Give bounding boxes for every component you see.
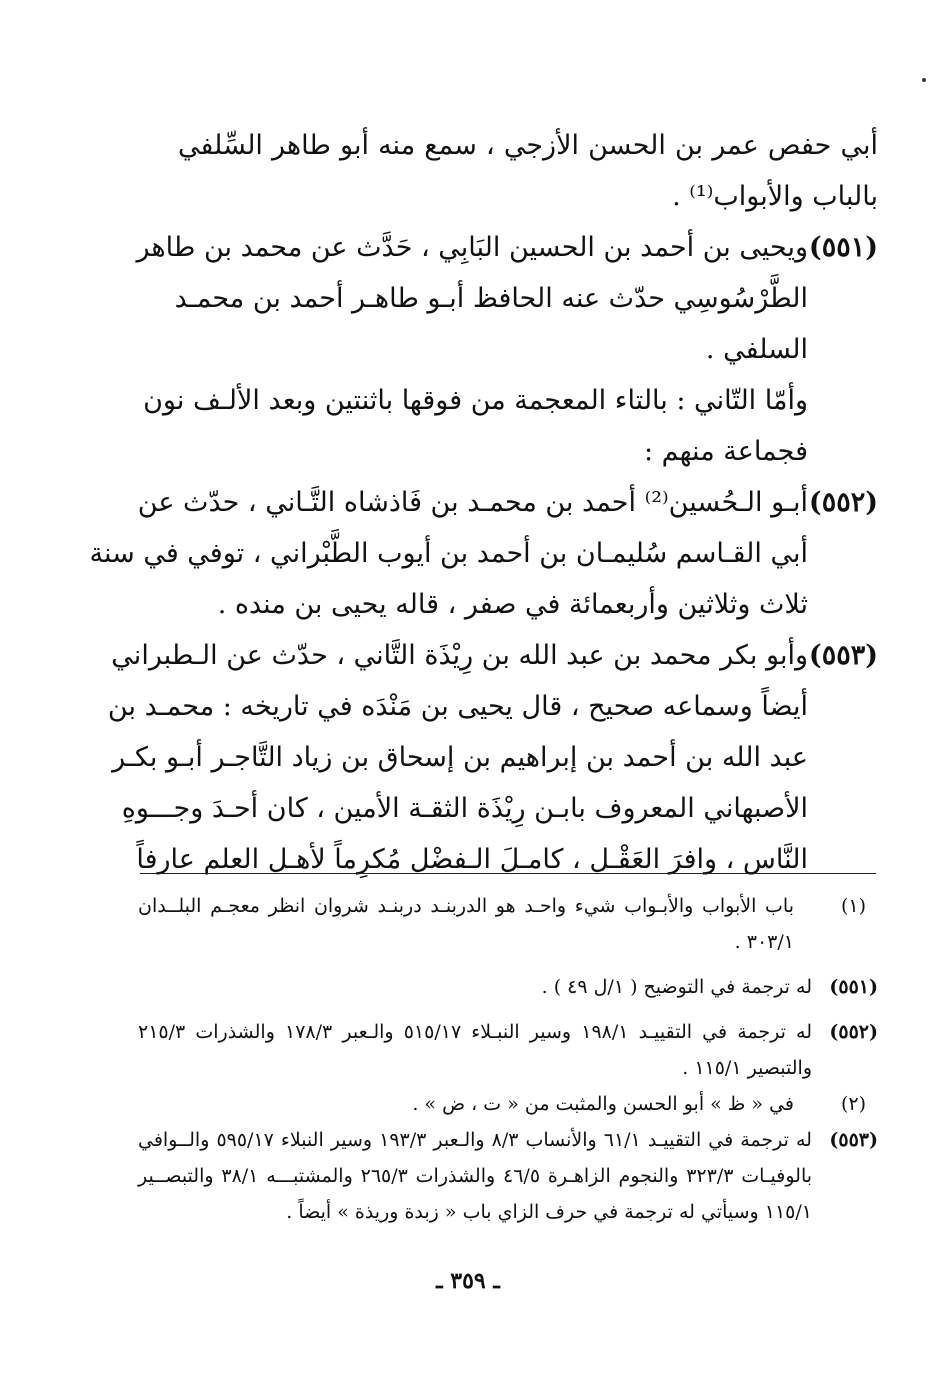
footnote-line: ٣٠٣/١ .: [734, 931, 794, 953]
text-line: الأصبهاني المعروف بابـن رِيْذَة الثقـة الأمين ، كان أحـدَ وجـــوهِ: [121, 793, 808, 824]
text-line: بالباب والأبواب⁽¹⁾ .: [672, 181, 878, 212]
text-line: ويحيى بن أحمد بن الحسين البَابِي ، حَدَّث عن محمد بن طاهر: [136, 232, 808, 263]
footnotes: [138, 888, 878, 1230]
main-text: [89, 120, 878, 885]
text-line: أبي القـاسم سُليمـان بن أحمد بن أيوب الطَّبْراني ، توفي في سنة: [89, 538, 808, 569]
footnote-line: له ترجمة في التوضيح ( ١/ل ٤٩ ) .: [541, 976, 812, 998]
entry-number: (٥٥١): [808, 232, 878, 263]
text-line: أبي حفص عمر بن الحسن الأزجي ، سمع منه أبو طاهر السِّلفي: [178, 130, 878, 161]
footnote-line: له ترجمة في التقييـد ١٩٨/١ وسير النبـلاء ٥١٥/١٧ والـعبر ١٧٨/٣ والشذرات ٢١٥/٣: [138, 1021, 812, 1043]
footnote-552: [138, 1014, 878, 1086]
footnote-2: [138, 1086, 878, 1122]
footnote-number: (٥٥٢): [829, 1021, 878, 1043]
footnote-551: [138, 969, 878, 1005]
text-line: ثلاث وثلاثين وأربعمائة في صفر ، قاله يحيى بن منده .: [217, 589, 808, 620]
scan-speck: [922, 78, 926, 82]
text-line: النَّاس ، وافرَ العَقْـل ، كامـلَ الـفضْل مُكرِماً لأهـل العلم عارفاً: [136, 844, 808, 875]
footnote-number: (١): [840, 895, 866, 917]
text-line: الطَّرْسُوسِي حدّث عنه الحافظ أبـو طاهـر أحمد بن محمـد: [174, 283, 808, 314]
footnote-number: (٥٥١): [829, 976, 878, 998]
footnote-divider: [140, 873, 876, 874]
entry-number: (٥٥٢): [808, 487, 878, 518]
paragraph-continuation: [178, 120, 878, 222]
footnote-line: ١١٥/١ وسيأتي له ترجمة في حرف الزاي باب « زبدة وريذة » أيضاً .: [286, 1201, 812, 1223]
footnote-1: [138, 888, 878, 960]
text-line: وأبو بكر محمد بن عبد الله بن رِيْذَة التَّاني ، حدّث عن الـطبراني: [111, 640, 808, 671]
footnote-number: (٥٥٣): [829, 1129, 878, 1151]
text-line: فجماعة منهم :: [643, 436, 808, 467]
footnote-line: له ترجمة في التقييـد ٦١/١ والأنساب ٨/٣ والـعبر ١٩٣/٣ وسير النبلاء ٥٩٥/١٧ والــوافي: [138, 1129, 812, 1151]
text-line: أيضاً وسماعه صحيح ، قال يحيى بن مَنْدَه في تاريخه : محمـد بن: [107, 691, 808, 722]
text-line: السلفي .: [705, 334, 808, 365]
footnote-line: والتبصير ١١٥/١ .: [682, 1057, 812, 1079]
page-number: ـ ٣٥٩ ـ: [436, 1268, 500, 1294]
text-line: وأمّا التّاني : بالتاء المعجمة من فوقها باثنتين وبعد الألـف نون: [143, 385, 808, 416]
footnote-553: [138, 1122, 878, 1230]
footnote-line: بالوفيـات ٣٢٣/٣ والنجوم الزاهـرة ٤٦/٥ والشذرات ٢٦٥/٣ والمشتبـــه ٣٨/١ والتبصــير: [138, 1165, 813, 1187]
paragraph-second-type: [143, 375, 878, 477]
entry-552: [89, 477, 878, 630]
entry-551: [136, 222, 878, 375]
footnote-line: باب الأبواب والأبـواب شيء واحـد هو الدربنـد دربنـد شروان انظر معجـم البلــدان: [138, 895, 794, 917]
footnote-number: (٢): [840, 1093, 866, 1115]
entry-number: (٥٥٣): [808, 640, 878, 671]
footnote-line: في « ظ » أبو الحسن والمثبت من « ت ، ض » .: [412, 1093, 794, 1115]
text-line: أبـو الـحُسين⁽²⁾ أحمد بن محمـد بن فَاذشاه التَّـاني ، حدّث عن: [137, 487, 808, 518]
entry-553: [107, 630, 878, 885]
text-line: عبد الله بن أحمد بن إبراهيم بن إسحاق بن زياد التَّاجـر أبـو بكـر: [112, 742, 808, 773]
